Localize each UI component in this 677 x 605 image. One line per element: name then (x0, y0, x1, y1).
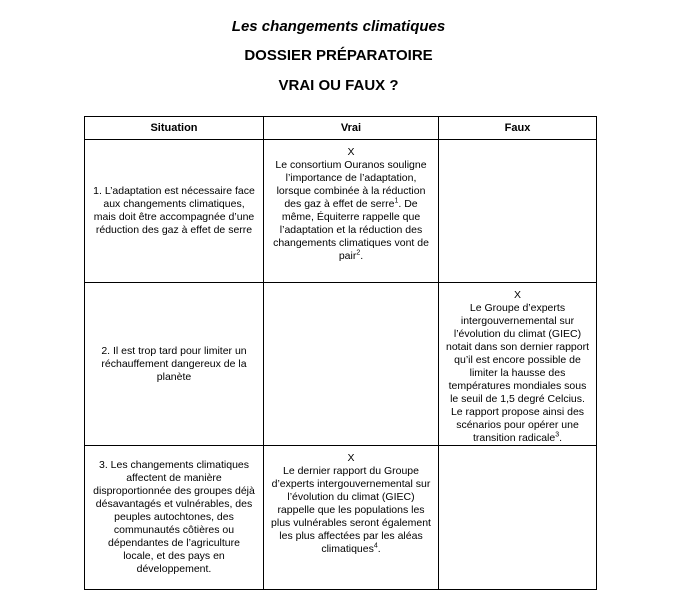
situation-cell (85, 283, 264, 446)
vrai-mark: X (347, 452, 355, 464)
table-row (85, 140, 597, 283)
situation-cell (85, 446, 264, 590)
footnote-ref: 3 (555, 431, 560, 439)
vrai-cell (264, 140, 439, 283)
footnote-ref: 1 (394, 197, 399, 205)
table-header-row (85, 117, 597, 140)
vrai-text-part: . (377, 543, 381, 555)
faux-text-part: Le Groupe d’experts intergouvernemental sur l’évolution du climat (GIEC) notait dans son dernier rapport qu’il est encore possible de limiter la hausse des températures mondiales sous le seuil de 1,5 degré Celcius. Le rapport propose ainsi des scénarios pour opérer une transition radicale (446, 302, 590, 444)
table-row (85, 283, 597, 446)
column-header-situation: Situation (85, 117, 264, 140)
situation-text: 2. Il est trop tard pour limiter un réchauffement dangereux de la planète (101, 344, 247, 383)
document-title: Les changements climatiques (231, 18, 446, 35)
true-false-table (84, 116, 597, 590)
vrai-text (271, 159, 431, 263)
faux-cell (439, 446, 597, 590)
document-question: VRAI OU FAUX ? (278, 77, 399, 94)
vrai-text-part: Le dernier rapport du Groupe d’experts intergouvernemental sur l’évolution du climat (GIEC) rappelle que les populations les plus vulnérables seront également les plus affectées par les aléas climatiques (271, 465, 431, 555)
vrai-text-part: Le consortium Ouranos souligne l’importance de l’adaptation, lorsque combinée à la réduction des gaz à effet de serre (275, 159, 427, 210)
faux-text (446, 302, 589, 445)
vrai-text-part: . (360, 250, 364, 262)
footnote-ref: 4 (373, 542, 378, 550)
vrai-text (271, 465, 431, 556)
faux-cell (439, 283, 597, 446)
column-header-vrai: Vrai (264, 117, 439, 140)
document-subtitle: DOSSIER PRÉPARATOIRE (244, 47, 433, 64)
vrai-text-part: . De même, Équiterre rappelle que l’adaptation et la réduction des changements climatiques vont de pair (273, 198, 429, 262)
situation-text: 3. Les changements climatiques affectent de manière disproportionnée des groupes déjà désavantagés et vulnérables, des peuples autochtones, des communautés côtières ou dépendantes de l’agriculture locale, et des pays en développement. (93, 459, 255, 575)
footnote-ref: 2 (356, 249, 361, 257)
faux-mark: X (513, 289, 521, 301)
faux-text-part: . (559, 432, 563, 444)
vrai-cell (264, 283, 439, 446)
situation-cell (85, 140, 264, 283)
faux-cell (439, 140, 597, 283)
vrai-cell (264, 446, 439, 590)
situation-text: 1. L’adaptation est nécessaire face aux changements climatiques, mais doit être accompagnée d’une réduction des gaz à effet de serre (93, 185, 255, 236)
column-header-faux: Faux (439, 117, 597, 140)
table-row (85, 446, 597, 590)
vrai-mark: X (347, 146, 355, 158)
